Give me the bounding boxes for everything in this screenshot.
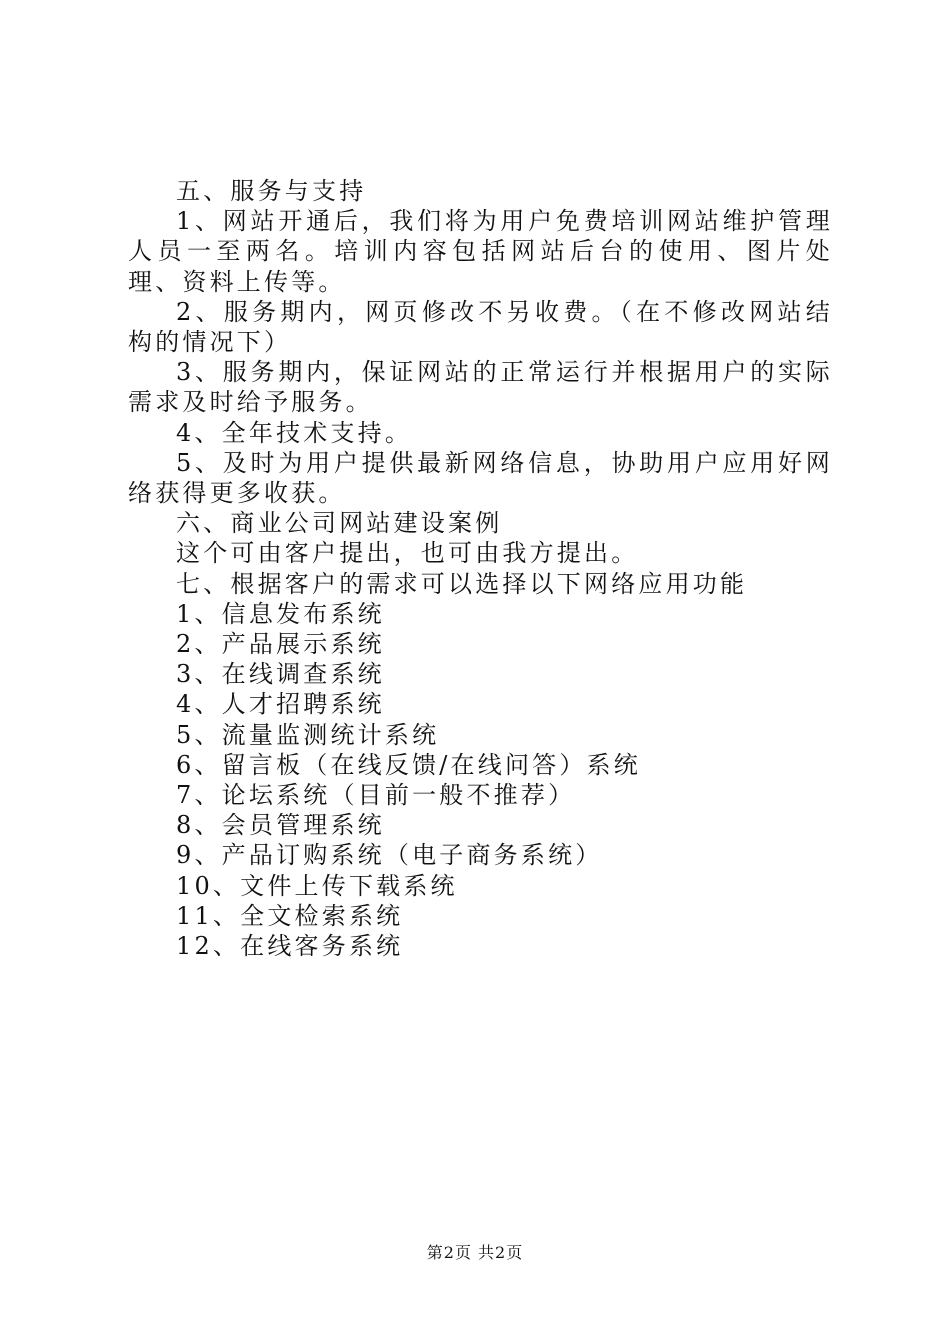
page-footer: 第2页 共2页 — [426, 1243, 524, 1262]
function-item-3: 3、在线调查系统 — [176, 660, 385, 689]
service-item-5: 5、及时为用户提供最新网络信息，协助用户应用好网络获得更多收获。 — [128, 448, 833, 508]
function-item-10: 10、文件上传下载系统 — [176, 871, 458, 900]
function-item-7: 7、论坛系统（目前一般不推荐） — [176, 781, 576, 810]
function-item-1: 1、信息发布系统 — [176, 599, 385, 628]
service-item-4: 4、全年技术支持。 — [176, 418, 413, 447]
function-item-9: 9、产品订购系统（电子商务系统） — [176, 841, 603, 870]
section-heading-services: 五、服务与支持 — [176, 177, 367, 205]
service-item-2: 2、服务期内，网页修改不另收费。（在不修改网站结构的情况下） — [128, 297, 833, 357]
service-item-3: 3、服务期内，保证网站的正常运行并根据用户的实际需求及时给予服务。 — [128, 358, 833, 417]
function-item-6: 6、留言板（在线反馈/在线问答）系统 — [176, 750, 641, 779]
function-item-11: 11、全文检索系统 — [176, 901, 404, 930]
function-item-4: 4、人才招聘系统 — [176, 690, 385, 719]
function-item-12: 12、在线客务系统 — [176, 932, 404, 961]
document-body — [128, 176, 833, 961]
cases-note: 这个可由客户提出，也可由我方提出。 — [176, 539, 639, 568]
function-item-5: 5、流量监测统计系统 — [176, 720, 440, 749]
section-heading-cases: 六、商业公司网站建设案例 — [176, 509, 503, 538]
function-item-2: 2、产品展示系统 — [176, 630, 385, 659]
function-item-8: 8、会员管理系统 — [176, 811, 385, 840]
section-heading-functions: 七、根据客户的需求可以选择以下网络应用功能 — [176, 569, 748, 598]
service-item-1: 1、网站开通后，我们将为用户免费培训网站维护管理人员一至两名。培训内容包括网站后台的使用、图片处理、资料上传等。 — [128, 207, 833, 296]
